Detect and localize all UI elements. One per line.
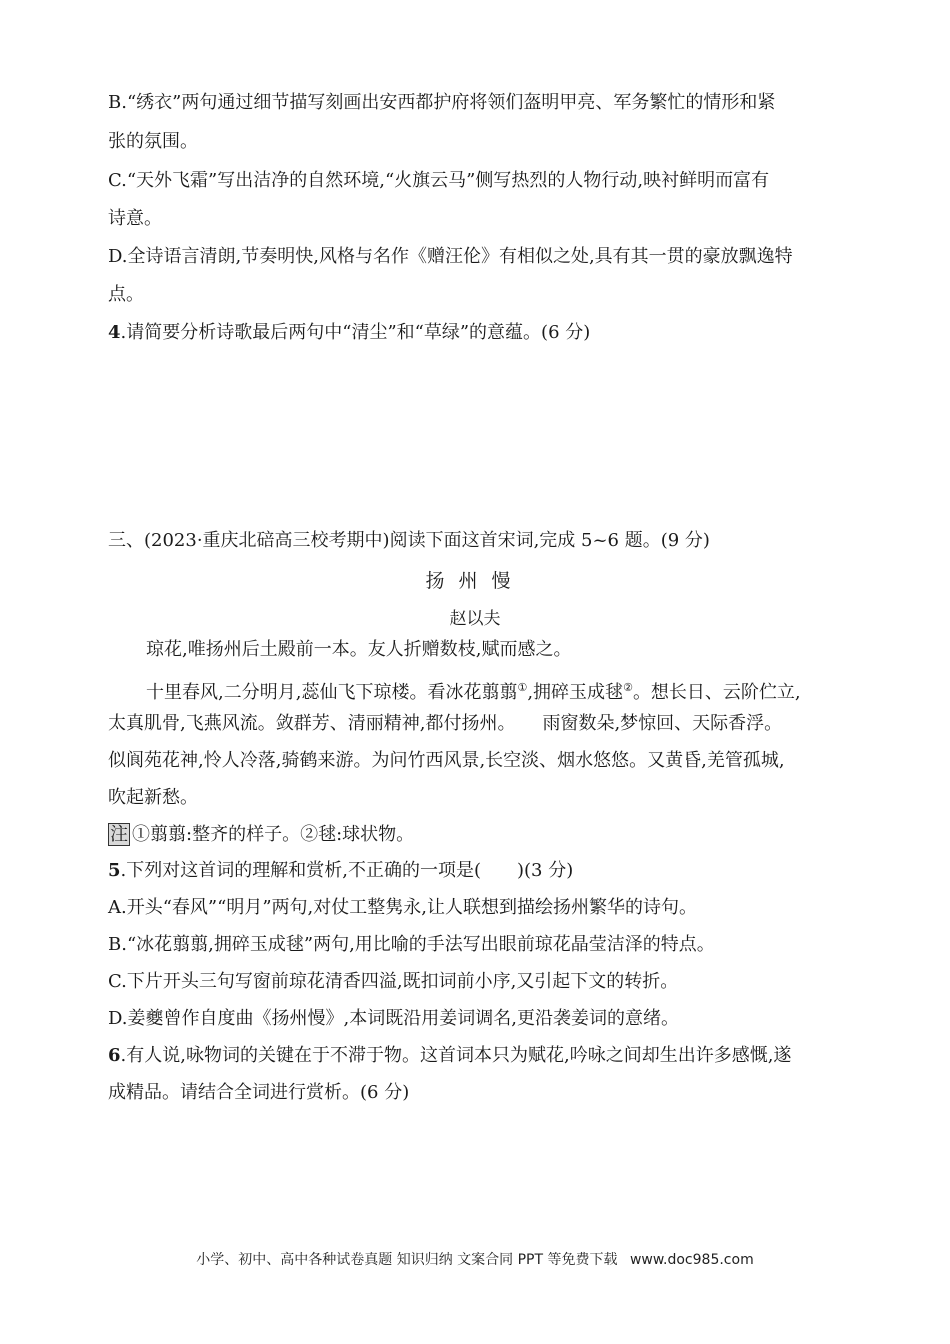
question-6-text: .有人说,咏物词的关键在于不滞于物。这首词本只为赋花,吟咏之间却生出许多感慨,遂 (120, 1045, 792, 1066)
note-text: ①翦翦:整齐的样子。②毬:球状物。 (132, 824, 415, 845)
q3-option-b-line1: B.“绣衣”两句通过细节描写刻画出安西都护府将领们盔明甲亮、军务繁忙的情形和紧 (108, 92, 776, 113)
poem-line-1a: 十里春风,二分明月,蕊仙飞下琼楼。看冰花翦翦 (146, 682, 518, 703)
footnote-ref-1: ① (517, 681, 528, 694)
question-5 (108, 860, 842, 882)
footer-text: 小学、初中、高中各种试卷真题 知识归纳 文案合同 PPT 等免费下载 (196, 1252, 618, 1268)
question-6-line2: 成精品。请结合全词进行赏析。(6 分) (108, 1082, 410, 1103)
q3-option-c-line2: 诗意。 (108, 208, 162, 229)
q3-option-d-line1: D.全诗语言清朗,节奏明快,风格与名作《赠汪伦》有相似之处,具有其一贯的豪放飘逸特 (108, 246, 793, 267)
poem-line-1c: 。想长日、云阶伫立, (632, 682, 801, 703)
poem-line-3: 似阆苑花神,怜人冷落,骑鹤来游。为问竹西风景,长空淡、烟水悠悠。又黄昏,羌管孤城, (108, 750, 785, 771)
poem-title: 扬州慢 (425, 570, 525, 592)
q3-option-c-line1: C.“天外飞霜”写出洁净的自然环境,“火旗云马”侧写热烈的人物行动,映衬鲜明而富有 (108, 170, 770, 191)
section-3-heading: 三、(2023·重庆北碚高三校考期中)阅读下面这首宋词,完成 5~6 题。(9 分) (108, 530, 710, 551)
poem-line-2: 太真肌骨,飞燕风流。敛群芳、清丽精神,都付扬州。 雨窗数朵,梦惊回、天际香浮。 (108, 713, 783, 734)
poem-preface: 琼花,唯扬州后土殿前一本。友人折赠数枝,赋而感之。 (146, 639, 572, 660)
question-4-number: 4 (108, 322, 121, 343)
q3-option-b-line2: 张的氛围。 (108, 131, 198, 152)
question-4 (108, 322, 842, 344)
question-5-text: .下列对这首词的理解和赏析,不正确的一项是( )(3 分) (120, 860, 574, 881)
poem-notes (108, 824, 842, 846)
q5-option-c: C.下片开头三句写窗前琼花清香四溢,既扣词前小序,又引起下文的转折。 (108, 971, 679, 992)
footnote-ref-2: ② (623, 681, 633, 694)
q5-option-d: D.姜夔曾作自度曲《扬州慢》,本词既沿用姜词调名,更沿袭姜词的意绪。 (108, 1008, 679, 1029)
footer-url[interactable]: www.doc985.com (629, 1252, 754, 1268)
question-5-number: 5 (108, 860, 121, 881)
poem-line-1 (146, 677, 842, 704)
question-6-number: 6 (108, 1045, 121, 1066)
poem-line-1b: ,拥碎玉成毬 (527, 682, 624, 703)
q5-option-b: B.“冰花翦翦,拥碎玉成毬”两句,用比喻的手法写出眼前琼花晶莹洁泽的特点。 (108, 934, 715, 955)
note-label: 注 (110, 824, 128, 845)
q5-option-a: A.开头“春风”“明月”两句,对仗工整隽永,让人联想到描绘扬州繁华的诗句。 (108, 897, 697, 918)
question-6-line1 (108, 1045, 842, 1067)
q3-option-d-line2: 点。 (108, 284, 144, 305)
page-footer (0, 1249, 950, 1269)
poem-author: 赵以夫 (449, 609, 501, 629)
poem-line-4: 吹起新愁。 (108, 787, 198, 808)
question-4-text: .请简要分析诗歌最后两句中“清尘”和“草绿”的意蕴。(6 分) (120, 322, 591, 343)
